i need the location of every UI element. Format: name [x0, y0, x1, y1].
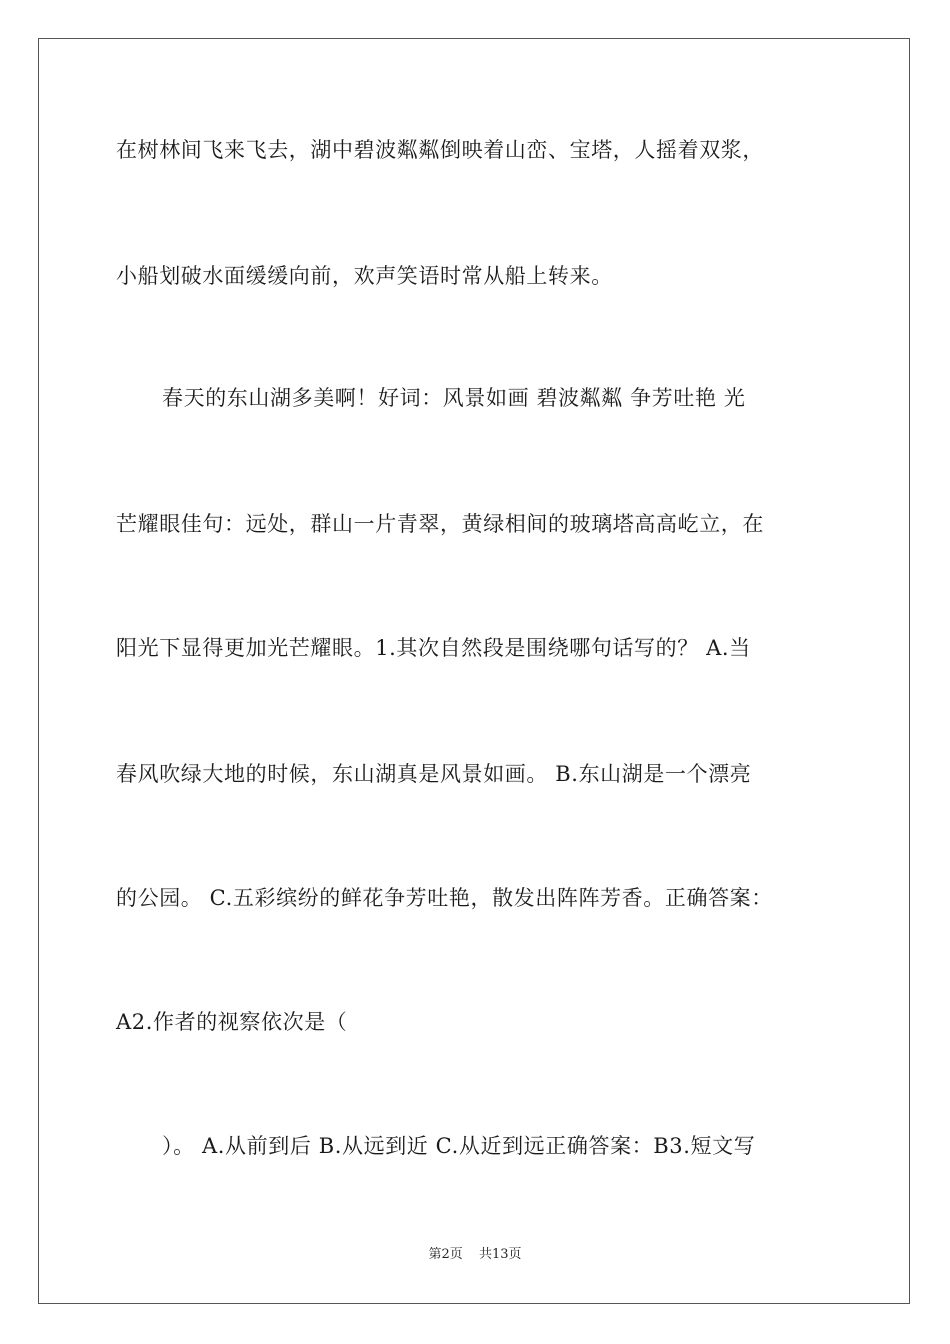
page-footer — [0, 1243, 950, 1262]
text-line-1: 在树林间飞来飞去，湖中碧波粼粼倒映着山峦、宝塔，人摇着双浆， — [116, 138, 764, 162]
text-line-5: 阳光下显得更加光芒耀眼。1.其次自然段是围绕哪句话写的？ A.当 — [116, 636, 751, 660]
text-line-4: 芒耀眼佳句：远处，群山一片青翠，黄绿相间的玻璃塔高高屹立，在 — [116, 512, 764, 536]
text-line-3: 春天的东山湖多美啊！好词：风景如画 碧波粼粼 争芳吐艳 光 — [162, 386, 746, 410]
text-line-6: 春风吹绿大地的时候，东山湖真是风景如画。 B.东山湖是一个漂亮 — [116, 762, 752, 786]
page-number: 第2页 — [428, 1247, 463, 1262]
text-line-9: ）。 A.从前到后 B.从远到近 C.从近到远正确答案：B3.短文写 — [162, 1134, 756, 1158]
total-pages: 共13页 — [478, 1247, 522, 1262]
text-line-2: 小船划破水面缓缓向前，欢声笑语时常从船上转来。 — [116, 264, 613, 288]
page-border — [38, 38, 910, 1304]
text-line-7: 的公园。 C.五彩缤纷的鲜花争芳吐艳，散发出阵阵芳香。正确答案： — [116, 886, 773, 910]
text-line-8: A2.作者的视察依次是（ — [116, 1010, 348, 1034]
